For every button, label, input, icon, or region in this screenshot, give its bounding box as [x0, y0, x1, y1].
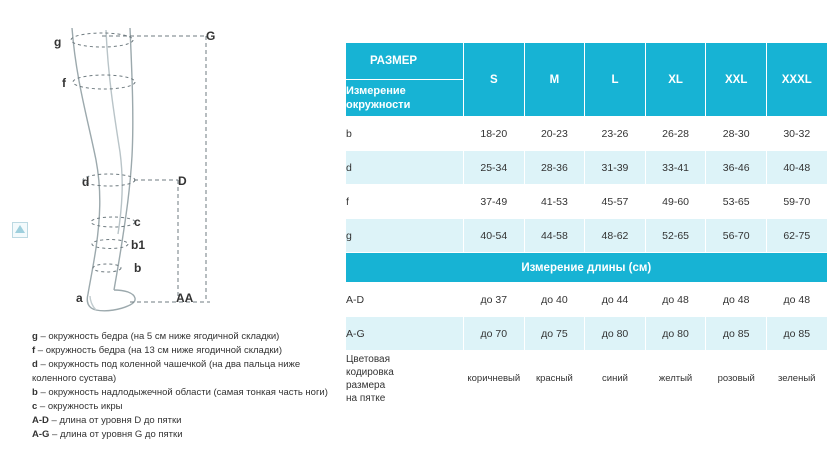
cell-d-l: 31-39 — [585, 151, 646, 185]
legend-text-b: – окружность надлодыжечной области (самая тонкая часть ноги) — [37, 386, 328, 398]
length-band-row — [346, 253, 828, 283]
cell-g-s: 40-54 — [464, 219, 525, 253]
row-label-d: d — [346, 151, 464, 185]
cell-d-m: 28-36 — [524, 151, 585, 185]
figure-label-AA: AA — [176, 291, 194, 305]
cell-f-xxxl: 59-70 — [766, 185, 827, 219]
legend-text-ad: – длина от уровня D до пятки — [48, 414, 182, 426]
color-value-m: красный — [524, 351, 585, 407]
cell-d-xxxl: 40-48 — [766, 151, 827, 185]
color-label-line4: на пятке — [346, 392, 386, 404]
measure-line-g — [71, 33, 133, 47]
cell-f-s: 37-49 — [464, 185, 525, 219]
color-coding-label — [346, 351, 464, 407]
cell-d-xxl: 36-46 — [706, 151, 767, 185]
figure-label-d: d — [82, 175, 90, 189]
figure-label-g: g — [54, 35, 62, 49]
legend-item-f — [32, 344, 332, 358]
leg-diagram — [10, 10, 340, 330]
figure-label-b: b — [134, 261, 142, 275]
figure-label-b1: b1 — [131, 238, 146, 252]
row-label-g: g — [346, 219, 464, 253]
header-size-l: L — [585, 43, 646, 117]
row-label-f: f — [346, 185, 464, 219]
table-row — [346, 317, 828, 351]
cell-g-m: 44-58 — [524, 219, 585, 253]
legend-item-ad — [32, 414, 332, 428]
cell-b-xxxl: 30-32 — [766, 117, 827, 151]
legend-key-ag: A-G — [32, 428, 50, 440]
size-table-wrapper — [345, 42, 827, 407]
cell-ag-xxl: до 85 — [706, 317, 767, 351]
header-circumference-label — [346, 80, 464, 117]
cell-ag-m: до 75 — [524, 317, 585, 351]
cell-f-l: 45-57 — [585, 185, 646, 219]
legend-block — [32, 330, 332, 442]
figure-label-a: a — [76, 291, 83, 305]
legend-item-c — [32, 400, 332, 414]
table-row — [346, 283, 828, 317]
table-row — [346, 151, 828, 185]
cell-ad-l: до 44 — [585, 283, 646, 317]
legend-key-ad: A-D — [32, 414, 49, 426]
color-label-line3: размера — [346, 379, 386, 391]
measure-line-f — [73, 75, 135, 89]
cell-ag-xxxl: до 85 — [766, 317, 827, 351]
table-header-row-1 — [346, 43, 828, 80]
color-value-l: синий — [585, 351, 646, 407]
cell-b-xl: 26-28 — [645, 117, 706, 151]
table-row — [346, 117, 828, 151]
table-row — [346, 185, 828, 219]
header-size-m: M — [524, 43, 585, 117]
legend-key-c: c — [32, 400, 38, 412]
cell-b-xxl: 28-30 — [706, 117, 767, 151]
figure-label-c: c — [134, 215, 141, 229]
row-label-b: b — [346, 117, 464, 151]
color-value-xl: желтый — [645, 351, 706, 407]
row-label-ad: A-D — [346, 283, 464, 317]
header-circumference-line2: окружности — [346, 99, 411, 111]
cell-d-s: 25-34 — [464, 151, 525, 185]
legend-text-f: – окружность бедра (на 13 см ниже ягодичной складки) — [35, 345, 282, 356]
legend-text-d: – окружность под коленной чашечкой (на два пальца ниже коленного сустава) — [32, 359, 301, 384]
cell-g-xxxl: 62-75 — [766, 219, 827, 253]
cell-ag-l: до 80 — [585, 317, 646, 351]
header-size-xl: XL — [645, 43, 706, 117]
measure-line-d — [83, 174, 135, 186]
legend-text-c: – окружность икры — [37, 400, 123, 412]
header-circumference-line1: Измерение — [346, 85, 406, 97]
legend-item-b — [32, 386, 332, 400]
cell-f-m: 41-53 — [524, 185, 585, 219]
table-row — [346, 219, 828, 253]
cell-ag-xl: до 80 — [645, 317, 706, 351]
cell-ag-s: до 70 — [464, 317, 525, 351]
row-label-ag: A-G — [346, 317, 464, 351]
legend-key-g: g — [32, 331, 38, 342]
cell-g-xl: 52-65 — [645, 219, 706, 253]
header-size-xxxl: XXXL — [766, 43, 827, 117]
figure-label-f: f — [62, 76, 66, 90]
figure-label-D: D — [178, 174, 187, 188]
cell-ad-m: до 40 — [524, 283, 585, 317]
cell-f-xl: 49-60 — [645, 185, 706, 219]
cell-ad-xxxl: до 48 — [766, 283, 827, 317]
header-size-s: S — [464, 43, 525, 117]
cell-f-xxl: 53-65 — [706, 185, 767, 219]
size-table — [345, 42, 828, 407]
cell-b-l: 23-26 — [585, 117, 646, 151]
color-label-line2: кодировка — [346, 366, 394, 378]
legend-item-g — [32, 330, 332, 344]
cell-g-l: 48-62 — [585, 219, 646, 253]
color-value-xxl: розовый — [706, 351, 767, 407]
cell-ad-xl: до 48 — [645, 283, 706, 317]
legend-item-d — [32, 358, 332, 385]
length-band-label: Измерение длины (см) — [346, 253, 828, 283]
cell-b-m: 20-23 — [524, 117, 585, 151]
legend-key-f: f — [32, 345, 36, 356]
legend-text-ag: – длина от уровня G до пятки — [49, 428, 183, 440]
cell-b-s: 18-20 — [464, 117, 525, 151]
cell-ad-s: до 37 — [464, 283, 525, 317]
cell-d-xl: 33-41 — [645, 151, 706, 185]
figure-label-G: G — [206, 29, 216, 43]
color-label-line1: Цветовая — [346, 353, 391, 365]
color-value-xxxl: зеленый — [766, 351, 827, 407]
legend-key-d: d — [32, 359, 38, 370]
cell-g-xxl: 56-70 — [706, 219, 767, 253]
legend-text-g: – окружность бедра (на 5 см ниже ягодичной складки) — [37, 331, 280, 342]
illustration-panel — [0, 0, 340, 462]
legend-key-b: b — [32, 386, 38, 398]
header-size-title: РАЗМЕР — [346, 43, 464, 80]
header-size-xxl: XXL — [706, 43, 767, 117]
color-value-s: коричневый — [464, 351, 525, 407]
color-coding-row — [346, 351, 828, 407]
legend-item-ag — [32, 428, 332, 442]
cell-ad-xxl: до 48 — [706, 283, 767, 317]
measure-line-c — [91, 217, 135, 227]
